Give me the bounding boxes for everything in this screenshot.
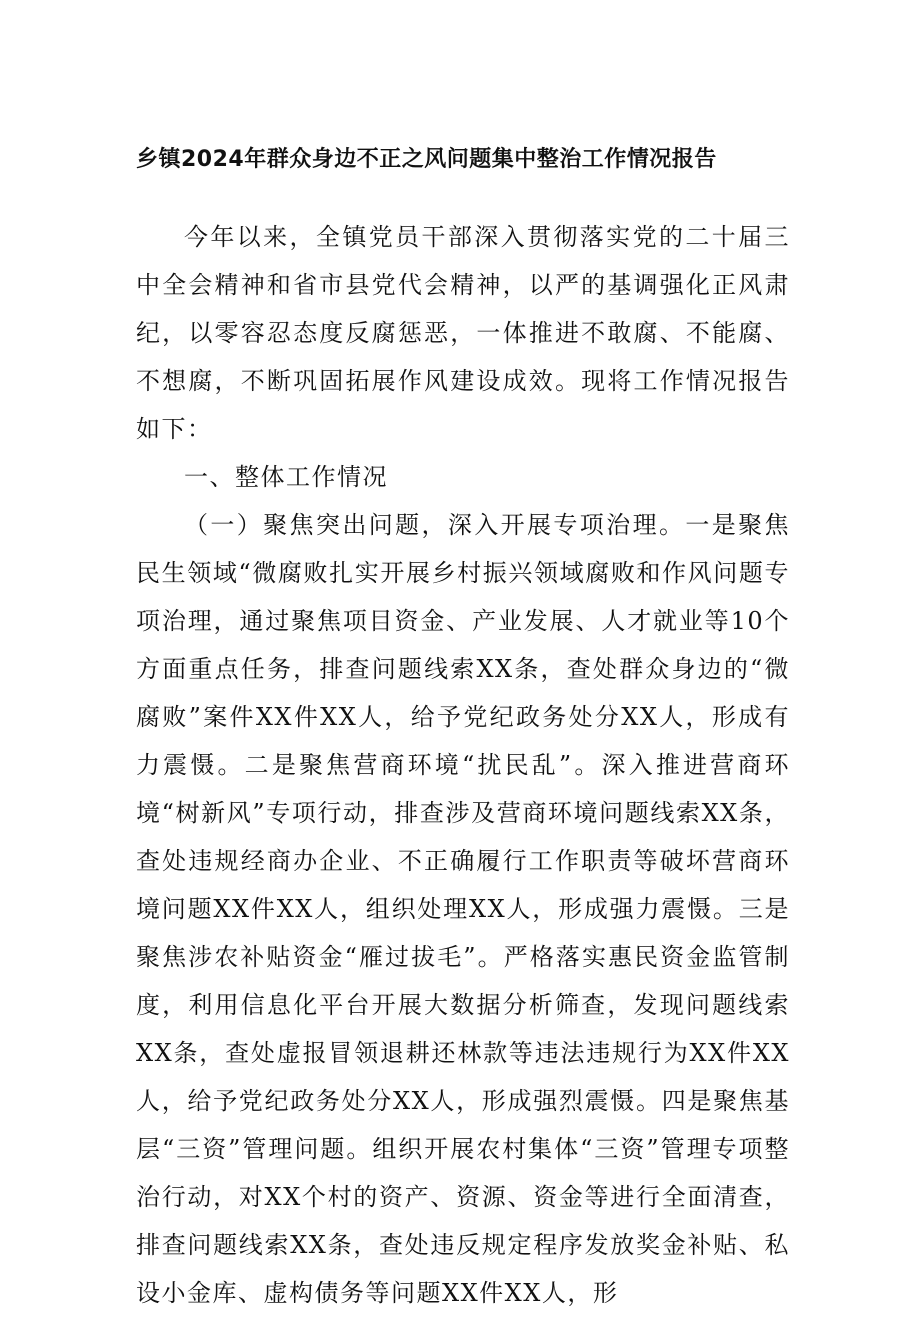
document-body (136, 213, 790, 1317)
intro-paragraph: 今年以来，全镇党员干部深入贯彻落实党的二十届三中全会精神和省市县党代会精神，以严的基调强化正风肃纪，以零容忍态度反腐惩恶，一体推进不敢腐、不能腐、不想腐，不断巩固拓展作风建设成效。现将工作情况报告如下： (136, 223, 790, 443)
subsection-paragraph: （一）聚焦突出问题，深入开展专项治理。一是聚焦民生领域“微腐败扎实开展乡村振兴领域腐败和作风问题专项治理，通过聚焦项目资金、产业发展、人才就业等10个方面重点任务，排查问题线索XX条，查处群众身边的“微腐败”案件XX件XX人，给予党纪政务处分XX人，形成有力震慑。二是聚焦营商环境“扰民乱”。深入推进营商环境“树新风”专项行动，排查涉及营商环境问题线索XX条，查处违规经商办企业、不正确履行工作职责等破坏营商环境问题XX件XX人，组织处理XX人，形成强力震慑。三是聚焦涉农补贴资金“雁过拔毛”。严格落实惠民资金监管制度，利用信息化平台开展大数据分析筛查，发现问题线索XX条，查处虚报冒领退耕还林款等违法违规行为XX件XX人，给予党纪政务处分XX人，形成强烈震慑。四是聚焦基层“三资”管理问题。组织开展农村集体“三资”管理专项整治行动，对XX个村的资产、资源、资金等进行全面清查，排查问题线索XX条，查处违反规定程序发放奖金补贴、私设小金库、虚构债务等问题XX件XX人，形 (136, 511, 790, 1307)
section-heading: 一、整体工作情况 (184, 463, 388, 491)
document-title: 乡镇2024年群众身边不正之风问题集中整治工作情况报告 (136, 147, 717, 172)
